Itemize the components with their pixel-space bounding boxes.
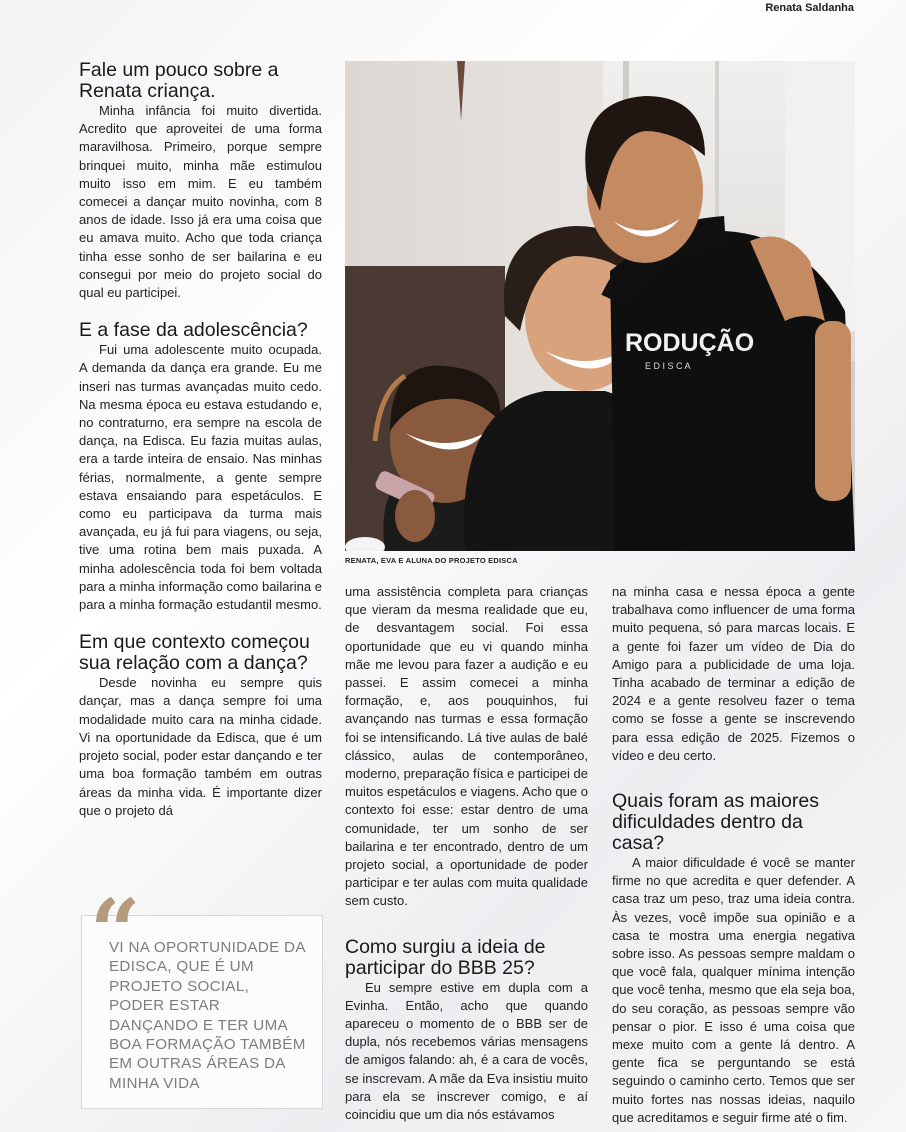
text-column-2 bbox=[345, 583, 588, 1124]
photo-renata-eva-student bbox=[345, 61, 855, 551]
quote-mark-icon: “ bbox=[90, 879, 141, 983]
shirt-subprint: E D I S C A bbox=[645, 361, 691, 371]
section-body-bbb-continued: na minha casa e nessa época a gente trabalhava como influencer de uma forma muito pequena, só para marcas locais. E a gente foi fazer um vídeo de Dia do Amigo para a publicidade de uma loja. Tinha acabado de terminar a edição de 2024 e a gente resolveu fazer o tema como se fosse a gente se inscrevendo para essa edição de 2025. Fizemos o vídeo e deu certo. bbox=[612, 584, 855, 763]
section-body-bbb: Eu sempre estive em dupla com a Evinha. Então, acho que quando apareceu o momento de o BBB ser de dupla, nós recebemos várias mensagens de amigos falando: ah, é a cara de vocês, se inscrevam. A mãe da Eva insistiu muito para ela se inscrever comigo, e aí coincidiu que um dia nós estávamos bbox=[345, 979, 588, 1123]
photo-caption: RENATA, EVA E ALUNA DO PROJETO EDISCA bbox=[345, 556, 518, 565]
author-name: Renata Saldanha bbox=[765, 2, 854, 14]
pull-quote-text: VI NA OPORTUNIDADE DA EDISCA, QUE É UM PROJETO SOCIAL, PODER ESTAR DANÇANDO E TER UMA BOA FORMAÇÃO TAMBÉM EM OUTRAS ÁREAS DA MINHA VIDA bbox=[109, 939, 306, 1092]
section-body-difficulties: A maior dificuldade é você se manter firme no que acredita e quer defender. A casa traz um peso, traz uma ideia contra. Às vezes, você impõe sua opinião e a casa te mostra uma energia negativa sobre isso. As pessoas sempre maldam o que você fala, qualquer mínima intenção que você tenha, mesmo que ela seja boa, do seu coração, as pessoas sempre vão pensar o pior. E isso é uma coisa que mexe muito com a gente lá dentro. A gente fica se perguntando se está seguindo o caminho certo. Temos que ser muito fortes nas nossas ideias, naquilo que acreditamos e seguir firme até o fim. bbox=[612, 855, 855, 1125]
section-body-adolescence: Fui uma adolescente muito ocupada. A demanda da dança era grande. Eu me inseri nas turmas avançadas muito cedo. Na mesma época eu estava estudando e, no contraturno, era sempre na escola de dança, na Edisca. Eu fazia muitas aulas, era a tarde inteira de ensaio. Nas minhas férias, normalmente, a gente sempre estava ensaiando para espetáculos. E como eu participava da turma mais avançada, eu já fui para viagens, ou seja, tive uma rotina bem mais puxada. A minha adolescência toda foi bem voltada para a minha informação como bailarina e para a minha formação estudantil mesmo. bbox=[79, 342, 322, 613]
shirt-print: RODUÇÃO bbox=[625, 329, 755, 357]
section-body-dance-context-continued: uma assistência completa para crianças que vieram da mesma realidade que eu, de desvantagem social. Foi essa oportunidade que eu vi quando minha mãe me levou para fazer a audição e eu passei. E assim comecei a minha formação, e, aos pouquinhos, fui avançando nas turmas e essa formação foi se intensificando. Lá tive aulas de balé clássico, aulas de contemporâneo, moderno, preparação física e participei de muitos espetáculos e viagens. Acho que o contexto foi esse: estar dentro de uma comunidade, ter um sonho de ser bailarina e ter encontrado, dentro de um projeto social, a oportunidade de poder participar e ter aulas com muita qualidade sem custo. bbox=[345, 584, 588, 909]
section-body-childhood: Minha infância foi muito divertida. Acredito que aproveitei de uma forma maravilhosa. Primeiro, porque sempre brinquei muito, minha mãe estimulou muito isso em mim. E eu também comecei a dançar muito novinha, com 8 anos de idade. Isso já era uma coisa que eu amava muito. Acho que toda criança tinha esse sonho de ser bailarina e eu consegui por meio do projeto social do qual eu participei. bbox=[79, 103, 322, 301]
section-title-dance-context: Em que contexto começou sua relação com a dança? bbox=[79, 631, 310, 675]
section-title-bbb: Como surgiu a ideia de participar do BBB 25? bbox=[345, 935, 546, 979]
section-title-adolescence: E a fase da adolescência? bbox=[79, 319, 308, 342]
section-body-dance-context: Desde novinha eu sempre quis dançar, mas a dança sempre foi uma modalidade muito cara na minha cidade. Vi na oportunidade da Edisca, que é um projeto social, poder estar dançando e ter uma boa formação também em outras áreas da minha vida. É importante dizer que o projeto dá bbox=[79, 675, 322, 818]
section-title-childhood: Fale um pouco sobre a Renata criança. bbox=[79, 59, 279, 102]
section-title-difficulties: Quais foram as maiores dificuldades dentro da casa? bbox=[612, 790, 819, 855]
text-column-1 bbox=[79, 60, 322, 820]
text-column-3 bbox=[612, 583, 855, 1127]
